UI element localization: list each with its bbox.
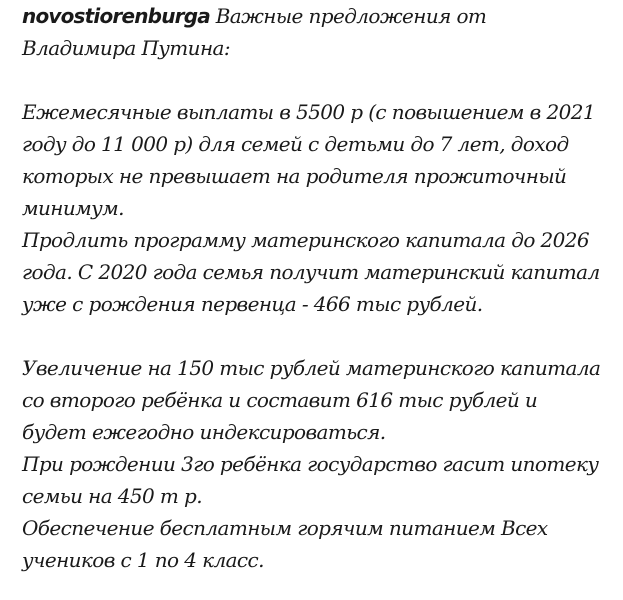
author-username[interactable]: novostiorenburga	[22, 4, 210, 28]
paragraph-hot-meals: Обеспечение бесплатным горячим питанием Всех учеников с 1 по 4 класс.	[22, 516, 548, 572]
paragraph-gap	[22, 64, 602, 96]
paragraph-maternity-capital: Продлить программу материнского капитала до 2026 года. С 2020 года семья получит материнский капитал уже с рождения первенца - 466 тыс рублей.	[22, 228, 600, 316]
paragraph-gap	[22, 320, 602, 352]
caption-intro	[22, 0, 602, 64]
intro-text: Важные предложения от Владимира Путина:	[22, 4, 487, 60]
paragraph-mortgage: При рождении 3го ребёнка государство гасит ипотеку семьи на 450 т р.	[22, 452, 599, 508]
paragraph-capital-increase: Увеличение на 150 тыс рублей материнского капитала со второго ребёнка и составит 616 тыс рублей и будет ежегодно индексироваться.	[22, 356, 601, 444]
paragraph-monthly-payments: Ежемесячные выплаты в 5500 р (с повышением в 2021 году до 11 000 р) для семей с детьми до 7 лет, доход которых не превышает на родителя прожиточный минимум.	[22, 100, 595, 220]
post-caption	[22, 0, 602, 576]
